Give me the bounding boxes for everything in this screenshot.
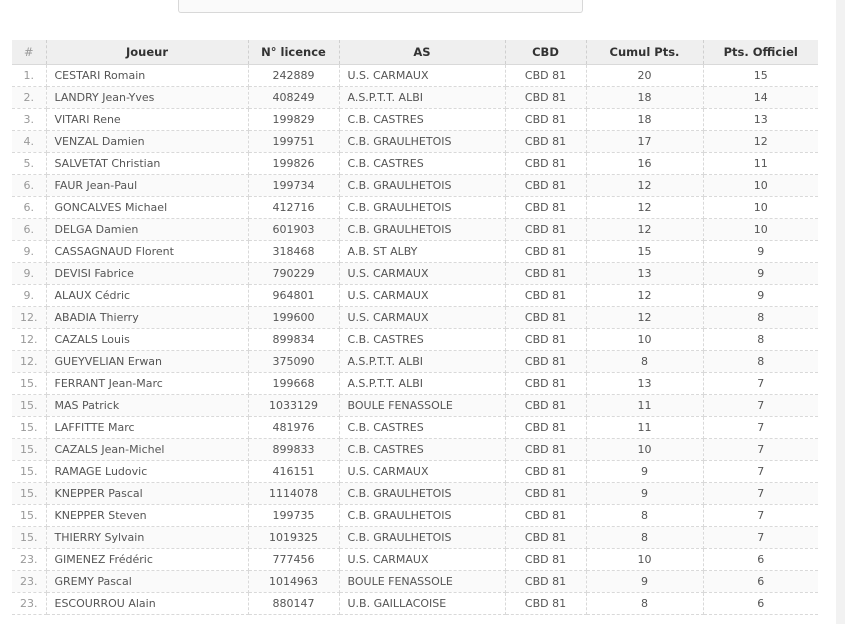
licence-cell: 880147 [248, 593, 339, 615]
club-cell: C.B. CASTRES [339, 439, 505, 461]
table-row [12, 87, 818, 109]
player-name-cell: ABADIA Thierry [46, 307, 248, 329]
player-name-cell: RAMAGE Ludovic [46, 461, 248, 483]
licence-cell: 964801 [248, 285, 339, 307]
club-cell: C.B. GRAULHETOIS [339, 527, 505, 549]
licence-cell: 481976 [248, 417, 339, 439]
player-name-cell: VENZAL Damien [46, 131, 248, 153]
cumulative-points-cell: 8 [586, 351, 703, 373]
cumulative-points-cell: 17 [586, 131, 703, 153]
official-points-cell: 7 [703, 505, 818, 527]
club-cell: C.B. CASTRES [339, 109, 505, 131]
player-name-cell: THIERRY Sylvain [46, 527, 248, 549]
header-cumulative-points[interactable]: Cumul Pts. [586, 40, 703, 65]
club-cell: A.S.P.T.T. ALBI [339, 351, 505, 373]
club-cell: A.S.P.T.T. ALBI [339, 373, 505, 395]
rank-cell: 2. [12, 87, 46, 109]
rank-cell: 15. [12, 527, 46, 549]
cbd-cell: CBD 81 [505, 197, 586, 219]
cbd-cell: CBD 81 [505, 461, 586, 483]
club-cell: U.S. CARMAUX [339, 285, 505, 307]
table-row [12, 417, 818, 439]
table-header-row [12, 40, 818, 65]
table-row [12, 527, 818, 549]
results-table [12, 40, 818, 615]
rank-cell: 23. [12, 571, 46, 593]
club-cell: C.B. GRAULHETOIS [339, 131, 505, 153]
table-row [12, 549, 818, 571]
cbd-cell: CBD 81 [505, 307, 586, 329]
table-row [12, 439, 818, 461]
table-row [12, 109, 818, 131]
table-row [12, 593, 818, 615]
rank-cell: 3. [12, 109, 46, 131]
cbd-cell: CBD 81 [505, 417, 586, 439]
rank-cell: 9. [12, 241, 46, 263]
table-row [12, 505, 818, 527]
licence-cell: 408249 [248, 87, 339, 109]
club-cell: C.B. GRAULHETOIS [339, 219, 505, 241]
player-name-cell: MAS Patrick [46, 395, 248, 417]
player-name-cell: FAUR Jean-Paul [46, 175, 248, 197]
cumulative-points-cell: 10 [586, 439, 703, 461]
club-cell: C.B. GRAULHETOIS [339, 505, 505, 527]
rank-cell: 15. [12, 461, 46, 483]
cbd-cell: CBD 81 [505, 483, 586, 505]
player-name-cell: KNEPPER Steven [46, 505, 248, 527]
header-official-points[interactable]: Pts. Officiel [703, 40, 818, 65]
licence-cell: 199826 [248, 153, 339, 175]
licence-cell: 199829 [248, 109, 339, 131]
player-name-cell: GUEYVELIAN Erwan [46, 351, 248, 373]
official-points-cell: 6 [703, 571, 818, 593]
player-name-cell: CAZALS Jean-Michel [46, 439, 248, 461]
official-points-cell: 10 [703, 197, 818, 219]
cumulative-points-cell: 12 [586, 175, 703, 197]
cbd-cell: CBD 81 [505, 571, 586, 593]
official-points-cell: 8 [703, 307, 818, 329]
player-name-cell: CESTARI Romain [46, 65, 248, 87]
top-panel [178, 0, 583, 13]
licence-cell: 1014963 [248, 571, 339, 593]
rank-cell: 5. [12, 153, 46, 175]
cbd-cell: CBD 81 [505, 263, 586, 285]
cbd-cell: CBD 81 [505, 241, 586, 263]
player-name-cell: GONCALVES Michael [46, 197, 248, 219]
club-cell: U.B. GAILLACOISE [339, 593, 505, 615]
table-row [12, 329, 818, 351]
rank-cell: 15. [12, 483, 46, 505]
licence-cell: 601903 [248, 219, 339, 241]
official-points-cell: 8 [703, 329, 818, 351]
official-points-cell: 8 [703, 351, 818, 373]
header-rank[interactable]: # [12, 40, 46, 65]
club-cell: U.S. CARMAUX [339, 307, 505, 329]
rank-cell: 23. [12, 549, 46, 571]
rank-cell: 23. [12, 593, 46, 615]
rank-cell: 9. [12, 285, 46, 307]
rank-cell: 6. [12, 175, 46, 197]
cbd-cell: CBD 81 [505, 153, 586, 175]
table-row [12, 131, 818, 153]
cumulative-points-cell: 13 [586, 373, 703, 395]
rank-cell: 12. [12, 351, 46, 373]
cumulative-points-cell: 9 [586, 571, 703, 593]
table-row [12, 395, 818, 417]
header-licence[interactable]: N° licence [248, 40, 339, 65]
licence-cell: 199735 [248, 505, 339, 527]
cumulative-points-cell: 18 [586, 109, 703, 131]
club-cell: C.B. CASTRES [339, 153, 505, 175]
rank-cell: 12. [12, 329, 46, 351]
licence-cell: 375090 [248, 351, 339, 373]
official-points-cell: 11 [703, 153, 818, 175]
club-cell: BOULE FENASSOLE [339, 571, 505, 593]
licence-cell: 199751 [248, 131, 339, 153]
cbd-cell: CBD 81 [505, 395, 586, 417]
table-row [12, 351, 818, 373]
cbd-cell: CBD 81 [505, 549, 586, 571]
header-player[interactable]: Joueur [46, 40, 248, 65]
licence-cell: 1033129 [248, 395, 339, 417]
official-points-cell: 7 [703, 417, 818, 439]
official-points-cell: 7 [703, 483, 818, 505]
cumulative-points-cell: 12 [586, 197, 703, 219]
player-name-cell: KNEPPER Pascal [46, 483, 248, 505]
cbd-cell: CBD 81 [505, 109, 586, 131]
cumulative-points-cell: 12 [586, 219, 703, 241]
cumulative-points-cell: 12 [586, 285, 703, 307]
licence-cell: 790229 [248, 263, 339, 285]
cumulative-points-cell: 12 [586, 307, 703, 329]
table-row [12, 153, 818, 175]
cumulative-points-cell: 9 [586, 461, 703, 483]
rank-cell: 1. [12, 65, 46, 87]
cbd-cell: CBD 81 [505, 351, 586, 373]
rank-cell: 15. [12, 395, 46, 417]
table-row [12, 461, 818, 483]
cbd-cell: CBD 81 [505, 285, 586, 307]
licence-cell: 899833 [248, 439, 339, 461]
player-name-cell: CAZALS Louis [46, 329, 248, 351]
licence-cell: 1114078 [248, 483, 339, 505]
player-name-cell: CASSAGNAUD Florent [46, 241, 248, 263]
cbd-cell: CBD 81 [505, 593, 586, 615]
rank-cell: 15. [12, 373, 46, 395]
cumulative-points-cell: 15 [586, 241, 703, 263]
club-cell: BOULE FENASSOLE [339, 395, 505, 417]
club-cell: C.B. GRAULHETOIS [339, 175, 505, 197]
club-cell: U.S. CARMAUX [339, 263, 505, 285]
licence-cell: 899834 [248, 329, 339, 351]
rank-cell: 12. [12, 307, 46, 329]
official-points-cell: 9 [703, 285, 818, 307]
official-points-cell: 15 [703, 65, 818, 87]
rank-cell: 9. [12, 263, 46, 285]
licence-cell: 1019325 [248, 527, 339, 549]
cbd-cell: CBD 81 [505, 65, 586, 87]
official-points-cell: 13 [703, 109, 818, 131]
player-name-cell: ALAUX Cédric [46, 285, 248, 307]
cumulative-points-cell: 11 [586, 417, 703, 439]
cbd-cell: CBD 81 [505, 87, 586, 109]
cumulative-points-cell: 10 [586, 329, 703, 351]
cumulative-points-cell: 20 [586, 65, 703, 87]
header-cbd[interactable]: CBD [505, 40, 586, 65]
rank-cell: 15. [12, 417, 46, 439]
cumulative-points-cell: 18 [586, 87, 703, 109]
cbd-cell: CBD 81 [505, 527, 586, 549]
official-points-cell: 6 [703, 593, 818, 615]
cumulative-points-cell: 10 [586, 549, 703, 571]
cbd-cell: CBD 81 [505, 329, 586, 351]
cbd-cell: CBD 81 [505, 131, 586, 153]
player-name-cell: DEVISI Fabrice [46, 263, 248, 285]
official-points-cell: 9 [703, 241, 818, 263]
scrollbar-track[interactable] [836, 0, 845, 624]
table-row [12, 373, 818, 395]
rank-cell: 15. [12, 439, 46, 461]
club-cell: U.S. CARMAUX [339, 461, 505, 483]
cbd-cell: CBD 81 [505, 219, 586, 241]
cumulative-points-cell: 13 [586, 263, 703, 285]
cumulative-points-cell: 9 [586, 483, 703, 505]
cumulative-points-cell: 11 [586, 395, 703, 417]
cumulative-points-cell: 8 [586, 505, 703, 527]
official-points-cell: 10 [703, 175, 818, 197]
club-cell: U.S. CARMAUX [339, 65, 505, 87]
licence-cell: 242889 [248, 65, 339, 87]
club-cell: C.B. CASTRES [339, 329, 505, 351]
licence-cell: 318468 [248, 241, 339, 263]
licence-cell: 199734 [248, 175, 339, 197]
club-cell: C.B. CASTRES [339, 417, 505, 439]
table-row [12, 483, 818, 505]
player-name-cell: VITARI Rene [46, 109, 248, 131]
header-club[interactable]: AS [339, 40, 505, 65]
player-name-cell: SALVETAT Christian [46, 153, 248, 175]
official-points-cell: 12 [703, 131, 818, 153]
cumulative-points-cell: 8 [586, 593, 703, 615]
official-points-cell: 14 [703, 87, 818, 109]
player-name-cell: DELGA Damien [46, 219, 248, 241]
official-points-cell: 10 [703, 219, 818, 241]
licence-cell: 777456 [248, 549, 339, 571]
table-row [12, 307, 818, 329]
cbd-cell: CBD 81 [505, 175, 586, 197]
official-points-cell: 7 [703, 527, 818, 549]
table-row [12, 241, 818, 263]
player-name-cell: GIMENEZ Frédéric [46, 549, 248, 571]
table-row [12, 65, 818, 87]
club-cell: U.S. CARMAUX [339, 549, 505, 571]
player-name-cell: GREMY Pascal [46, 571, 248, 593]
table-row [12, 285, 818, 307]
official-points-cell: 7 [703, 461, 818, 483]
cbd-cell: CBD 81 [505, 373, 586, 395]
player-name-cell: LAFFITTE Marc [46, 417, 248, 439]
cbd-cell: CBD 81 [505, 505, 586, 527]
cbd-cell: CBD 81 [505, 439, 586, 461]
official-points-cell: 6 [703, 549, 818, 571]
rank-cell: 15. [12, 505, 46, 527]
table-row [12, 175, 818, 197]
table-row [12, 219, 818, 241]
club-cell: A.B. ST ALBY [339, 241, 505, 263]
cumulative-points-cell: 8 [586, 527, 703, 549]
table-row [12, 197, 818, 219]
table-row [12, 263, 818, 285]
club-cell: A.S.P.T.T. ALBI [339, 87, 505, 109]
licence-cell: 412716 [248, 197, 339, 219]
licence-cell: 416151 [248, 461, 339, 483]
licence-cell: 199668 [248, 373, 339, 395]
player-name-cell: ESCOURROU Alain [46, 593, 248, 615]
official-points-cell: 7 [703, 439, 818, 461]
official-points-cell: 7 [703, 373, 818, 395]
table-row [12, 571, 818, 593]
club-cell: C.B. GRAULHETOIS [339, 197, 505, 219]
club-cell: C.B. GRAULHETOIS [339, 483, 505, 505]
licence-cell: 199600 [248, 307, 339, 329]
rank-cell: 4. [12, 131, 46, 153]
cumulative-points-cell: 16 [586, 153, 703, 175]
official-points-cell: 7 [703, 395, 818, 417]
official-points-cell: 9 [703, 263, 818, 285]
rank-cell: 6. [12, 219, 46, 241]
player-name-cell: LANDRY Jean-Yves [46, 87, 248, 109]
player-name-cell: FERRANT Jean-Marc [46, 373, 248, 395]
rank-cell: 6. [12, 197, 46, 219]
